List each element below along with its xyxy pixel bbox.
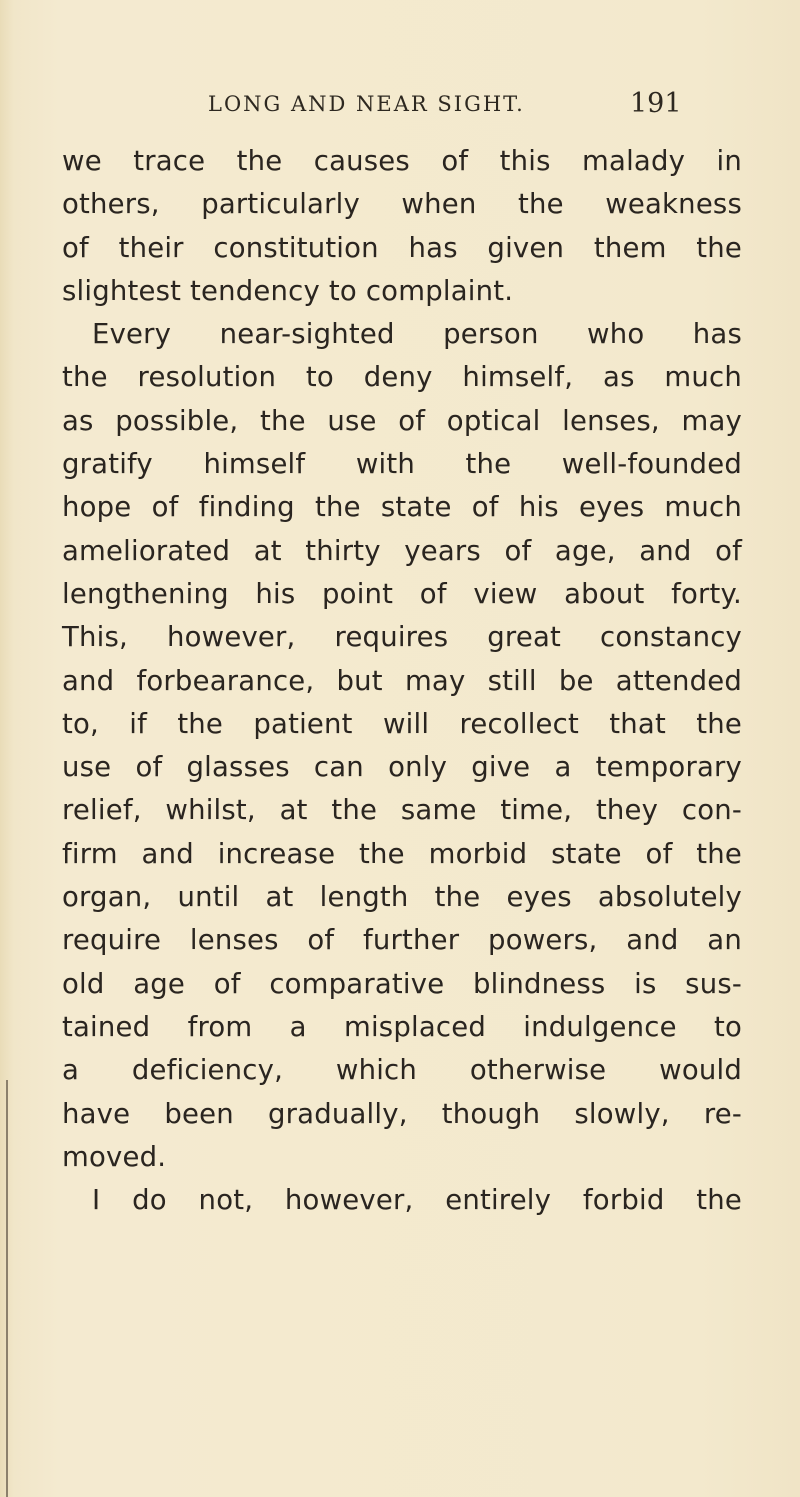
text-line: gratify himself with the well-founded [62,448,742,481]
text-line: a deficiency, which otherwise would [62,1054,742,1087]
page-number: 191 [630,88,682,119]
text-line: I do not, however, entirely forbid the [92,1184,742,1217]
text-line: ameliorated at thirty years of age, and of [62,534,742,567]
text-line: the resolution to deny himself, as much [62,361,742,394]
text-line: This, however, requires great constancy [62,621,742,654]
text-line: old age of comparative blindness is sus- [62,967,742,1000]
text-line: of their constitution has given them the [62,231,742,264]
text-line: to, if the patient will recollect that the [62,707,742,740]
text-line: use of glasses can only give a temporary [62,751,742,784]
text-line: others, particularly when the weakness [62,188,742,221]
text-line: have been gradually, though slowly, re- [62,1097,742,1130]
text-line: lengthening his point of view about forty. [62,577,742,610]
text-line: hope of finding the state of his eyes much [62,491,742,524]
text-line: organ, until at length the eyes absolutely [62,881,742,914]
running-head [208,88,688,128]
text-line: Every near-sighted person who has [92,318,742,351]
text-line: firm and increase the morbid state of the [62,837,742,870]
running-title: LONG AND NEAR SIGHT. [208,92,525,116]
text-line: slightest tendency to complaint. [62,274,514,307]
text-line: tained from a misplaced indulgence to [62,1010,742,1043]
text-line: moved. [62,1140,167,1173]
text-line: require lenses of further powers, and an [62,924,742,957]
text-line: we trace the causes of this malady in [62,145,742,177]
text-line: relief, whilst, at the same time, they con- [62,794,742,827]
binding-edge [6,1080,8,1497]
text-line: as possible, the use of optical lenses, may [62,404,742,437]
text-line: and forbearance, but may still be attended [62,664,742,697]
body-text [62,140,742,1222]
